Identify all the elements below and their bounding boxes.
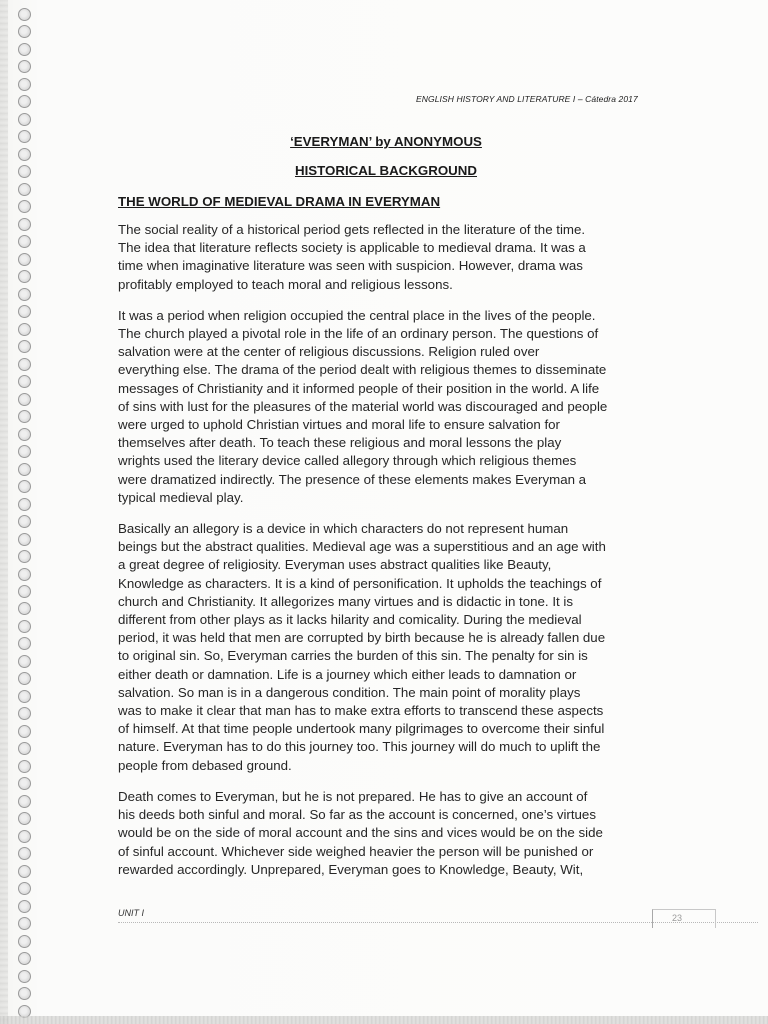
binding-hole: [18, 148, 31, 161]
binding-hole: [18, 515, 31, 528]
binding-hole: [18, 78, 31, 91]
text-line: of sinful account. Whichever side weighed heavier the person will be punished or: [118, 843, 594, 859]
binding-hole: [18, 725, 31, 738]
binding-hole: [18, 690, 31, 703]
binding-hole: [18, 602, 31, 615]
text-line: a great degree of religiosity. Everyman uses abstract qualities like Beauty,: [118, 557, 552, 573]
binding-hole: [18, 235, 31, 248]
text-line: beings but the abstract qualities. Medieval age was a superstitious and an age with: [118, 539, 606, 555]
binding-hole: [18, 742, 31, 755]
binding-hole: [18, 777, 31, 790]
text-line: rewarded accordingly. Unprepared, Everyman goes to Knowledge, Beauty, Wit,: [118, 861, 584, 877]
binding-hole: [18, 288, 31, 301]
binding-hole: [18, 323, 31, 336]
binding-hole: [18, 340, 31, 353]
binding-hole: [18, 393, 31, 406]
text-line: messages of Christianity and it informed people of their position in the world. A life: [118, 380, 600, 396]
text-line: typical medieval play.: [118, 489, 244, 505]
binding-hole: [18, 305, 31, 318]
text-line: different from other plays as it lacks hilarity and comicality. During the medieval: [118, 612, 582, 628]
binding-hole: [18, 550, 31, 563]
binding-hole: [18, 113, 31, 126]
spiral-binding: [14, 8, 34, 1018]
binding-hole: [18, 830, 31, 843]
binding-hole: [18, 428, 31, 441]
text-line: Basically an allegory is a device in which characters do not represent human: [118, 521, 569, 537]
binding-hole: [18, 760, 31, 773]
text-line: was to make it clear that man has to make extra efforts to transcend these aspects: [118, 703, 604, 719]
text-line: The idea that literature reflects society is applicable to medieval drama. It was a: [118, 240, 586, 256]
page-left-edge: [0, 0, 8, 1024]
binding-hole: [18, 463, 31, 476]
text-line: were dramatized indirectly. The presence of these elements makes Everyman a: [118, 471, 587, 487]
unit-label: UNIT I: [118, 908, 144, 918]
binding-hole: [18, 95, 31, 108]
text-line: would be on the side of moral account and the sins and vices would be on the side: [118, 825, 603, 841]
text-line: salvation were at the center of religious discussions. Religion ruled over: [118, 344, 540, 360]
binding-hole: [18, 812, 31, 825]
binding-hole: [18, 952, 31, 965]
binding-hole: [18, 253, 31, 266]
binding-hole: [18, 987, 31, 1000]
binding-hole: [18, 900, 31, 913]
text-line: to original sin. So, Everyman carries the burden of this sin. The penalty for sin is: [118, 648, 588, 664]
binding-hole: [18, 585, 31, 598]
text-line: his deeds both sinful and moral. So far as the account is concerned, one’s virtues: [118, 807, 596, 823]
paragraph-1: [118, 221, 658, 294]
text-line: Knowledge as characters. It is a kind of personification. It upholds the teachings of: [118, 575, 602, 591]
body-text: [118, 221, 658, 892]
text-line: either death or damnation. Life is a journey which either leads to damnation or: [118, 666, 577, 682]
text-line: It was a period when religion occupied the central place in the lives of the people.: [118, 307, 596, 323]
text-line: themselves after death. To teach these religious and moral lessons the play: [118, 435, 562, 451]
binding-hole: [18, 655, 31, 668]
page-bottom-edge: [0, 1016, 768, 1024]
binding-hole: [18, 672, 31, 685]
text-line: period, it was held that men are corrupted by birth because he is already fallen due: [118, 630, 606, 646]
binding-hole: [18, 533, 31, 546]
text-line: The social reality of a historical period gets reflected in the literature of the time.: [118, 222, 586, 237]
binding-hole: [18, 568, 31, 581]
binding-hole: [18, 935, 31, 948]
text-line: The church played a pivotal role in the life of an ordinary person. The questions of: [118, 326, 599, 342]
text-line: church and Christianity. It allegorizes many virtues and is didactic in tone. It is: [118, 593, 574, 609]
paragraph-2: [118, 307, 658, 507]
binding-hole: [18, 60, 31, 73]
text-line: wrights used the literary device called allegory through which religious themes: [118, 453, 577, 469]
paragraph-3: [118, 520, 658, 775]
binding-hole: [18, 498, 31, 511]
binding-hole: [18, 917, 31, 930]
binding-hole: [18, 637, 31, 650]
binding-hole: [18, 183, 31, 196]
binding-hole: [18, 25, 31, 38]
text-line: of sins with lust for the pleasures of the material world was discouraged and people: [118, 398, 608, 414]
section-heading: THE WORLD OF MEDIEVAL DRAMA IN EVERYMAN: [118, 194, 441, 209]
binding-hole: [18, 865, 31, 878]
text-line: people from debased ground.: [118, 757, 292, 773]
binding-hole: [18, 375, 31, 388]
binding-hole: [18, 707, 31, 720]
paragraph-4: [118, 788, 658, 879]
text-line: salvation. So man is in a dangerous condition. The main point of morality plays: [118, 684, 581, 700]
binding-hole: [18, 358, 31, 371]
text-line: nature. Everyman has to do this journey too. This journey will do much to uplift the: [118, 739, 601, 755]
text-line: were urged to uphold Christian virtues and moral life to ensure salvation for: [118, 417, 560, 433]
page-number: 23: [672, 913, 683, 923]
subtitle: HISTORICAL BACKGROUND: [295, 163, 477, 178]
text-line: profitably employed to teach moral and religious lessons.: [118, 276, 453, 292]
text-line: Death comes to Everyman, but he is not prepared. He has to give an account of: [118, 788, 588, 804]
binding-hole: [18, 270, 31, 283]
binding-hole: [18, 795, 31, 808]
binding-hole: [18, 218, 31, 231]
running-header: ENGLISH HISTORY AND LITERATURE I – Cátedra 2017: [416, 94, 638, 104]
binding-hole: [18, 847, 31, 860]
binding-hole: [18, 620, 31, 633]
binding-hole: [18, 480, 31, 493]
page-number-frame: [652, 909, 716, 928]
binding-hole: [18, 882, 31, 895]
work-title: ‘EVERYMAN’ by ANONYMOUS: [290, 134, 482, 149]
text-line: time when imaginative literature was seen with suspicion. However, drama was: [118, 258, 583, 274]
binding-hole: [18, 8, 31, 21]
binding-hole: [18, 445, 31, 458]
text-line: of himself. At that time people undertook many pilgrimages to overcome their sinful: [118, 721, 605, 737]
binding-hole: [18, 200, 31, 213]
binding-hole: [18, 43, 31, 56]
binding-hole: [18, 970, 31, 983]
text-line: everything else. The drama of the period dealt with religious themes to disseminate: [118, 362, 607, 378]
binding-hole: [18, 410, 31, 423]
